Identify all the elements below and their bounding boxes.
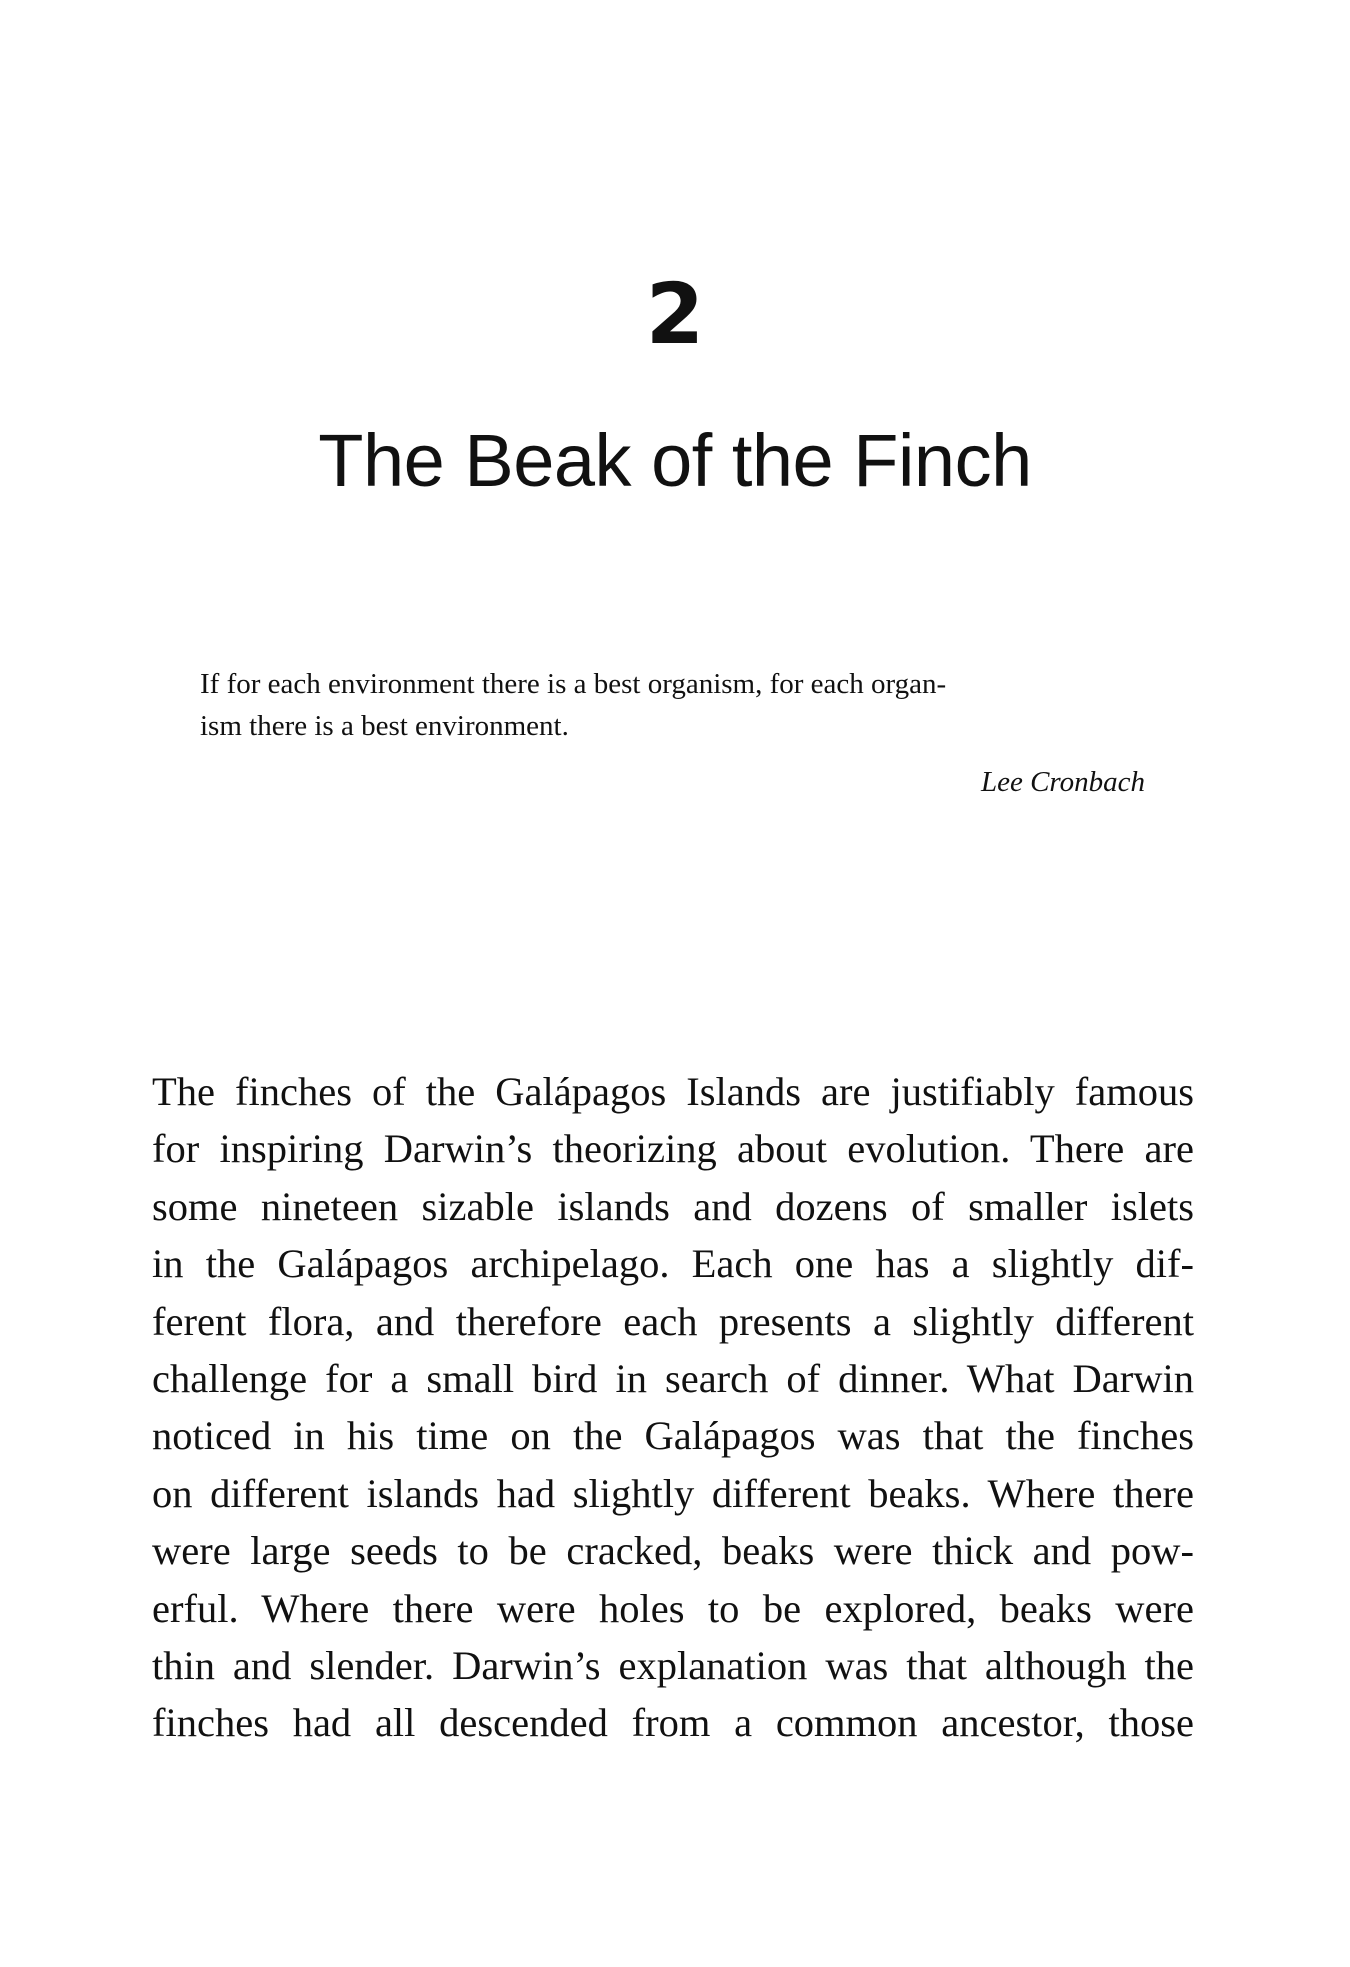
epigraph-line: If for each environment there is a best organism, for each organ- [200, 668, 947, 700]
body-line: challenge for a small bird in search of dinner. What Darwin [152, 1355, 1194, 1401]
body-line: erful. Where there were holes to be explored, beaks were [152, 1585, 1194, 1631]
epigraph-attribution: Lee Cronbach [980, 766, 1145, 798]
epigraph [200, 663, 1145, 747]
body-line: for inspiring Darwin’s theorizing about evolution. There are [152, 1126, 1194, 1172]
body-line: on different islands had slightly different beaks. Where there [152, 1470, 1194, 1516]
body-line: some nineteen sizable islands and dozens of smaller islets [152, 1183, 1194, 1229]
body-line: in the Galápagos archipelago. Each one has a slightly dif- [152, 1241, 1194, 1287]
chapter-title: The Beak of the Finch [318, 419, 1032, 502]
epigraph-line: ism there is a best environment. [200, 710, 569, 742]
body-line: ferent flora, and therefore each presents a slightly different [152, 1298, 1194, 1344]
body-line: were large seeds to be cracked, beaks were thick and pow- [152, 1528, 1194, 1574]
chapter-number: 2 [645, 265, 705, 363]
body-line: noticed in his time on the Galápagos was that the finches [152, 1413, 1194, 1459]
body-line: The finches of the Galápagos Islands are justifiably famous [152, 1069, 1194, 1114]
body-paragraph [152, 1063, 1194, 1752]
body-line: finches had all descended from a common ancestor, those [152, 1700, 1194, 1746]
body-line: thin and slender. Darwin’s explanation was that although the [152, 1642, 1194, 1688]
